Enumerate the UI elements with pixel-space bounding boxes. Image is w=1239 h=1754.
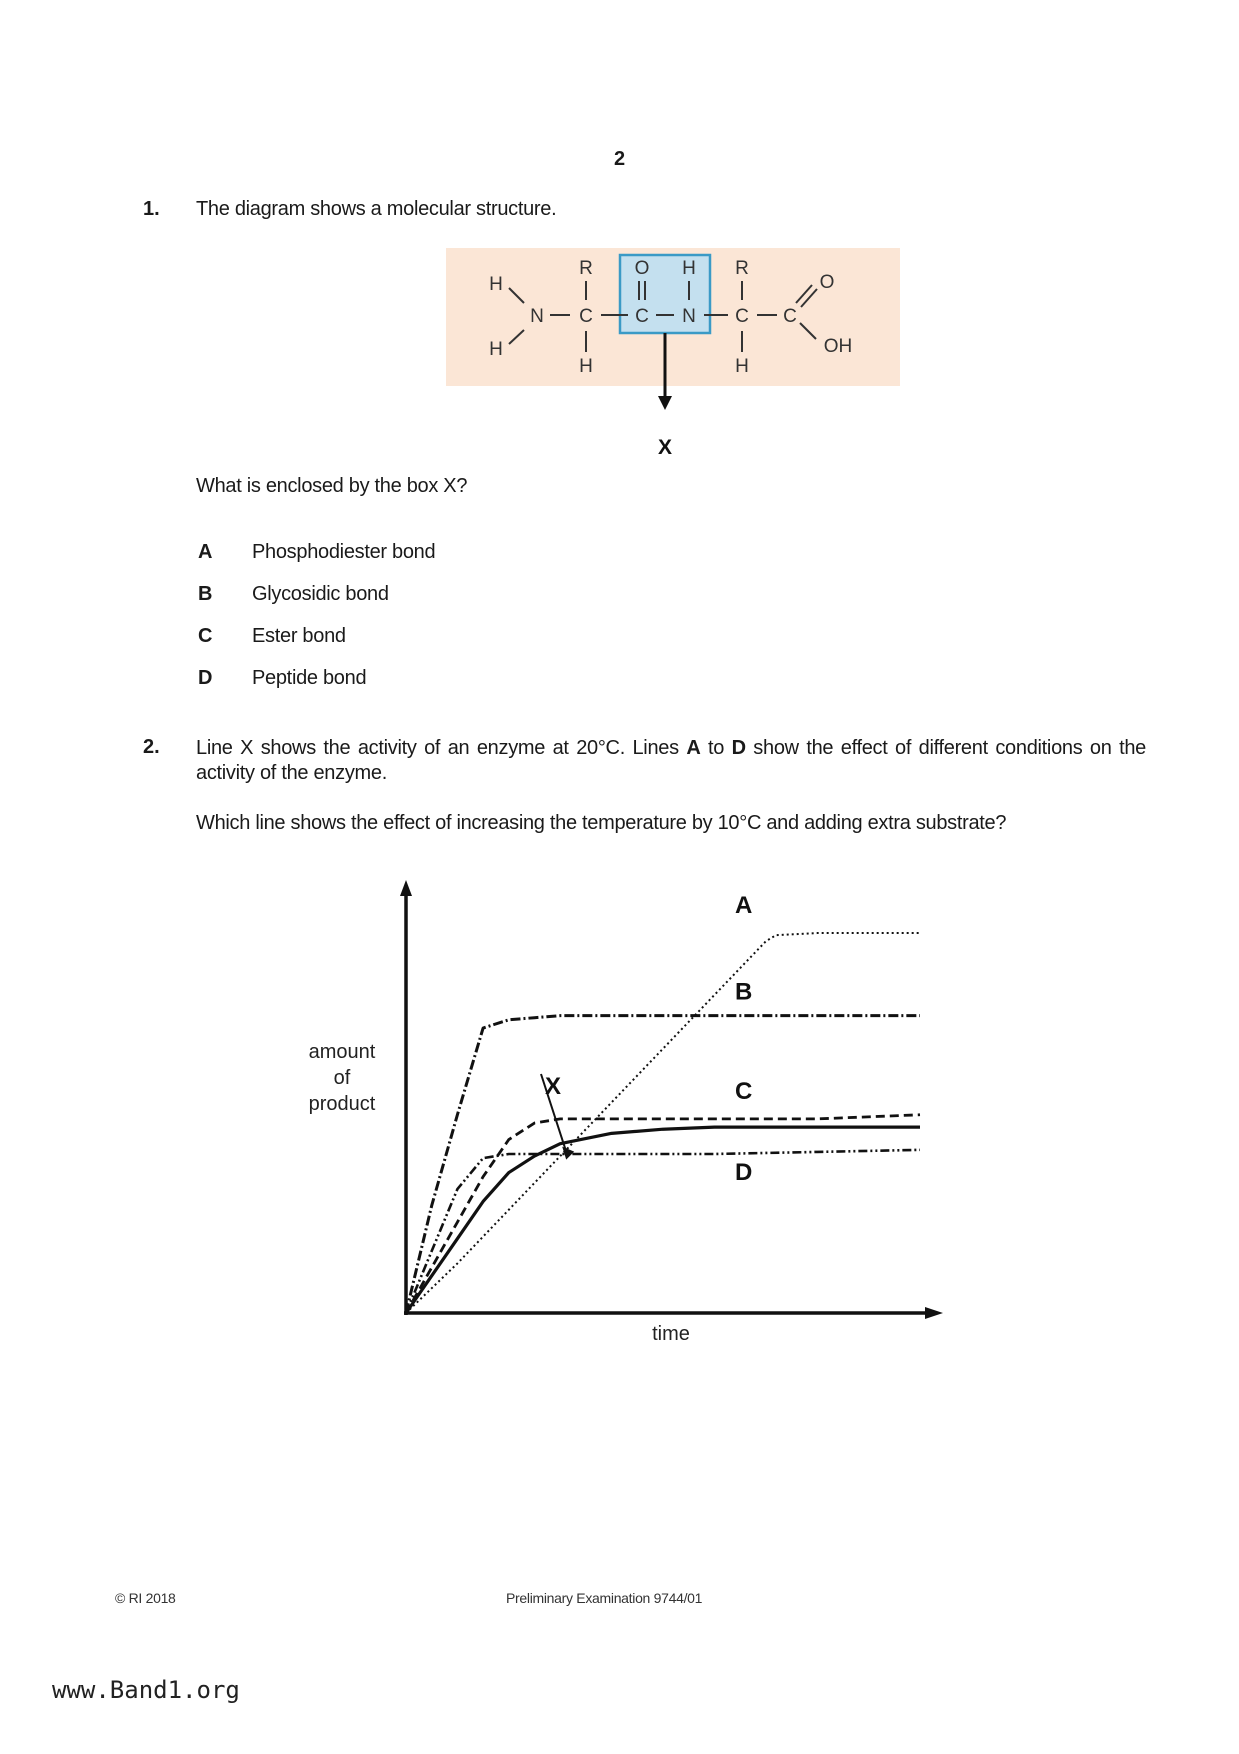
atom-c: C (635, 306, 649, 327)
footer-exam-title: Preliminary Examination 9744/01 (506, 1590, 703, 1606)
option-text: Glycosidic bond (252, 583, 389, 605)
stem-text: to (700, 737, 732, 759)
x-axis-label: time (652, 1323, 690, 1345)
stem-bold-a: A (686, 737, 701, 759)
question-2-stem (196, 736, 1146, 786)
highlight-box-x (620, 255, 710, 333)
chart-axes (400, 880, 943, 1319)
atom-c: C (783, 306, 797, 327)
question-2-prompt: Which line shows the effect of increasing the temperature by 10°C and adding extra substrate? (196, 812, 1007, 834)
series-label-d: D (735, 1158, 753, 1186)
question-1-prompt: What is enclosed by the box X? (196, 475, 468, 497)
box-label-x: X (657, 436, 673, 459)
y-axis-label-line: amount (308, 1041, 376, 1063)
annotation-label-x: X (545, 1073, 562, 1100)
option-letter: B (198, 583, 213, 605)
atom-c: C (579, 306, 593, 327)
watermark: www.Band1.org (52, 1676, 240, 1704)
atom-n: N (682, 306, 696, 327)
question-1-number: 1. (143, 198, 160, 220)
series-line-a (406, 933, 920, 1313)
enzyme-activity-chart (280, 870, 960, 1350)
atom-o: O (819, 272, 835, 293)
page-number: 2 (614, 148, 626, 170)
atom-oh: OH (823, 336, 853, 357)
atom-h: H (489, 274, 503, 295)
atom-h: H (682, 258, 696, 279)
y-axis-label-line: product (308, 1093, 376, 1115)
series-label-c: C (735, 1077, 753, 1105)
option-letter: A (198, 541, 213, 563)
y-axis-label-line: of (333, 1067, 351, 1089)
stem-bold-d: D (731, 737, 746, 759)
stem-text: show the effect of different conditions on the activity of the enzyme. (196, 737, 1147, 784)
atom-r: R (579, 258, 593, 279)
arrow-down-icon (658, 396, 672, 410)
atom-h: H (489, 339, 503, 360)
series-label-a: A (735, 892, 753, 920)
option-text: Ester bond (252, 625, 346, 647)
series-line-c (406, 1115, 920, 1313)
molecule-structure (446, 248, 906, 468)
option-text: Peptide bond (252, 667, 367, 689)
question-2-number: 2. (143, 736, 160, 758)
atom-h: H (579, 356, 593, 377)
series-label-b: B (735, 978, 753, 1006)
question-1-stem: The diagram shows a molecular structure. (196, 198, 557, 220)
x-axis-arrow-icon (925, 1307, 943, 1319)
footer-copyright: © RI 2018 (115, 1590, 176, 1606)
option-letter: C (198, 625, 213, 647)
atom-r: R (735, 258, 749, 279)
option-letter: D (198, 667, 213, 689)
atom-n: N (530, 306, 544, 327)
atom-c: C (735, 306, 749, 327)
atom-o: O (634, 258, 650, 279)
y-axis-arrow-icon (400, 880, 412, 896)
option-text: Phosphodiester bond (252, 541, 436, 563)
stem-text: Line X shows the activity of an enzyme at 20°C. Lines (196, 737, 687, 759)
series-line-b (406, 1016, 920, 1313)
atom-h: H (735, 356, 749, 377)
